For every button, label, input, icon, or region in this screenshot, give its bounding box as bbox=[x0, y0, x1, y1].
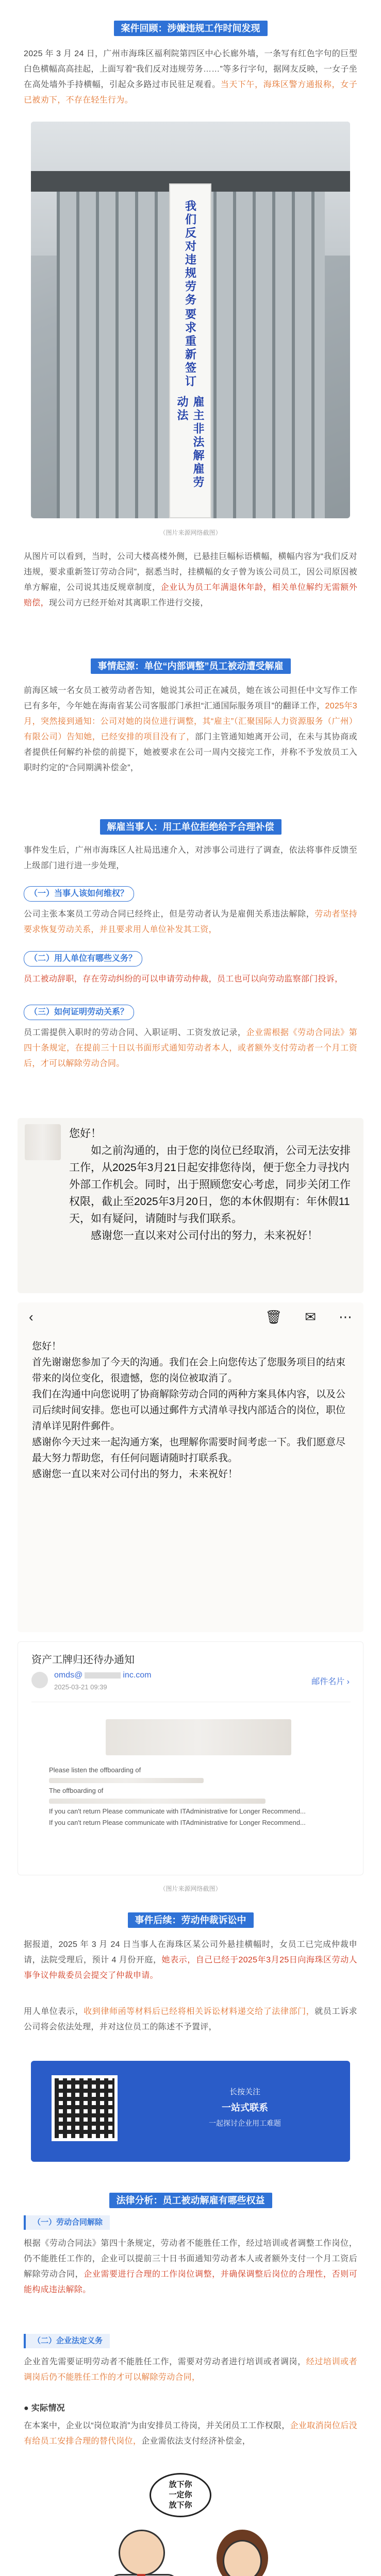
section-aftermath bbox=[0, 1912, 381, 1930]
section-title: 事件后续：劳动仲裁诉讼中 bbox=[128, 1912, 254, 1928]
tag bbox=[0, 2334, 381, 2348]
email-screenshot bbox=[18, 1641, 363, 1875]
chat-message bbox=[32, 1338, 350, 1482]
paragraph: 从图片可以看到，当时，公司大楼高楼外侧，已悬挂巨幅标语横幅，横幅内容为“我们反对违规，要求重新签订劳动合同”，据悉当时，挂横幅的女子曾为该公司员工，因公司原因被单方解雇，公司说其违反规章制度，企业认为员工年满退休年龄，相关单位解约无需额外赔偿，现公司方已经开始对其离职工作进行交接， bbox=[24, 552, 357, 607]
chat-body: 感谢你今天过来一起沟通方案，也理解你需要时间考虑一下。我们愿意尽最大努力帮助您，有任何问题请随时打联系我。 bbox=[32, 1437, 346, 1464]
qr-hint-bottom: 一起探讨企业用工难题 bbox=[209, 2119, 281, 2127]
banner-line: 要求重新签订 bbox=[184, 308, 197, 388]
envelope-icon[interactable]: ✉ bbox=[305, 1309, 316, 1325]
point-label bbox=[0, 2401, 381, 2416]
chat-screenshot-1 bbox=[18, 1118, 363, 1293]
qr-hint-top: 长按关注 bbox=[229, 2088, 260, 2096]
section-dismissal bbox=[0, 819, 381, 837]
paragraph: 前海区域一名女员工被劳动者告知，她说其公司正在减员，她在该公司担任中文写作工作已有多年，今年她在海南省某公司客服部门承担“汇通国际服务项目”的翻译工作，2025年3月，突然接到通知：公司对她的岗位进行调整，其“雇主”（汇聚国际人力资源服务（广州）有限公司）告知她，已经安排的项目没有了，部门主管通知她离开公司，在未与其协商或者提供任何解约补偿的前提下，她被要求在公司一周内交接完工作，并称不予发放员工入职时约定的“合同期满补偿金”， bbox=[24, 686, 357, 772]
section-aftermath-body bbox=[0, 1937, 381, 1984]
paragraph: 事件发生后，广州市海珠区人社局迅速介入，对涉事公司进行了调查，依法将事件反馈至上级部门进行进一步处理， bbox=[24, 846, 357, 870]
photo-caption: （图片来源网络截图） bbox=[159, 529, 222, 536]
subheading bbox=[0, 886, 381, 902]
chat-body: 首先谢谢您参加了今天的沟通。我们在会上向您传达了您服务项目的结束带来的岗位变化，很遗憾，您的岗位被取消了。 bbox=[32, 1357, 346, 1384]
subheading bbox=[0, 951, 381, 967]
section-dismissal-body-3 bbox=[0, 972, 381, 987]
section-aftermath-body-2 bbox=[0, 2004, 381, 2035]
banner-line: 雇主非法解雇劳动法 bbox=[176, 396, 205, 489]
tag bbox=[0, 2215, 381, 2230]
chat-greeting: 您好！ bbox=[32, 1341, 62, 1352]
chat-greeting: 您好！ bbox=[69, 1128, 102, 1140]
speech-bubble: 放下你 一定你 放下你 bbox=[150, 2473, 211, 2517]
qr-hint bbox=[160, 2086, 330, 2130]
paragraph: 在本案中，企业以“岗位取消”为由安排员工待岗，并关闭员工工作权限，企业取消岗位后没有给员工安排合理的替代岗位，企业需依法支付经济补偿金， bbox=[24, 2421, 357, 2446]
section-legal-analysis bbox=[0, 2193, 381, 2211]
paragraph: 员工需提供入职时的劳动合同、入职证明、工资发放记录，企业需根据《劳动合同法》第四十条规定，在提前三十日以书面形式通知劳动者本人，或者额外支付劳动者一个月工资后，才可以解除劳动合同。 bbox=[24, 1028, 357, 1068]
subheading bbox=[0, 1005, 381, 1020]
qr-promo-card bbox=[31, 2061, 350, 2162]
chat-screenshot-2 bbox=[18, 1302, 363, 1632]
tag-label: （一）劳动合同解除 bbox=[24, 2215, 110, 2230]
section-case-review bbox=[0, 21, 381, 39]
paragraph: 2025 年 3 月 24 日，广州市海珠区福利院第四区中心长廊外墙，一条写有红色字句的巨型白色横幅高高挂起，上面写着“我们反对违规劳务……”等多行字句，据网友反映，一女子坐在高处墙外手持横幅，引起众多路过市民驻足观看。当天下午，海珠区警方通报称，女子已被劝下，不存在轻生行为。 bbox=[24, 49, 357, 105]
email-contacts-link[interactable]: 邮件名片 › bbox=[311, 1677, 350, 1686]
banner-line: 我们反对违规劳务 bbox=[184, 200, 197, 307]
tag-label: （二）企业法定义务 bbox=[24, 2334, 110, 2348]
section-origin-body bbox=[0, 683, 381, 776]
section-title: 解雇当事人：用工单位拒绝给予合理补偿 bbox=[100, 819, 281, 835]
photo-caption: （图片来源网络截图） bbox=[159, 1885, 222, 1892]
section-legal-body-3 bbox=[0, 2418, 381, 2449]
protest-banner bbox=[169, 183, 211, 518]
email-date: 2025-03-21 09:39 bbox=[54, 1683, 107, 1691]
email-from: omds@ inc.com bbox=[54, 1671, 152, 1680]
section-legal-body bbox=[0, 2236, 381, 2298]
email-body: Please listen the offboarding of The offboarding of If you can't return Please communicate with ITAdministrative for Longer Recommend... If you can't return Please communicate with ITAdministrative for Longer Recommend... bbox=[49, 1766, 306, 1826]
section-title: 法律分析：员工被动解雇有哪些权益 bbox=[109, 2193, 272, 2208]
paragraph: 用人单位表示，收到律师函等材料后已经将相关诉讼材料递交给了法律部门，就员工诉求公司将会依法处理，并对这位员工的陈述不予置评， bbox=[24, 2007, 357, 2031]
back-arrow-icon[interactable]: ‹ bbox=[29, 1309, 34, 1325]
point-heading: ● 实际情况 bbox=[24, 2404, 65, 2413]
qr-code[interactable] bbox=[52, 2075, 118, 2141]
cartoon-illustration bbox=[77, 2473, 304, 2576]
chat-sign: 感谢您一直以来对公司付出的努力，未来祝好！ bbox=[91, 1230, 318, 1242]
man-figure bbox=[119, 2530, 165, 2576]
section-dismissal-body bbox=[0, 843, 381, 874]
chat-body: 如之前沟通的，由于您的岗位已经取消，公司无法安排工作，从2025年3月21日起安排您待岗，便于您全力寻找内外部工作机会。同时，出于照顾您安心考虑，同步关闭工作权限，截止至2025年3月20日，您的本休假期有：年休假11天，如有疑问，请随时与我们联系。 bbox=[69, 1145, 351, 1225]
paragraph: 据报道，2025 年 3 月 24 日当事人在海珠区某公司外悬挂横幅时，女员工已完成仲裁申请，法院受理后，预计 4 月份开庭，她表示，自己已经于2025年3月25日向海珠区劳动人事争议仲裁委员会提交了仲裁申请。 bbox=[24, 1940, 357, 1980]
paragraph: 企业首先需要证明劳动者不能胜任工作，需要对劳动者进行培训或者调岗，经过培训或者调岗后仍不能胜任工作的才可以解除劳动合同， bbox=[24, 2358, 357, 2382]
section-dismissal-body-2 bbox=[0, 907, 381, 938]
section-legal-body-2 bbox=[0, 2354, 381, 2385]
chat-nav-bar bbox=[18, 1302, 363, 1331]
section-case-review-body bbox=[0, 46, 381, 108]
trash-icon[interactable]: 🗑 bbox=[265, 1309, 283, 1325]
building-photo bbox=[31, 122, 350, 518]
section-origin bbox=[0, 658, 381, 676]
email-subject: 资产工牌归还待办通知 bbox=[31, 1654, 135, 1666]
chat-sign: 感谢您一直以来对公司付出的努力，未来祝好！ bbox=[32, 1469, 238, 1480]
subheading-label: （二）用人单位有哪些义务？ bbox=[24, 951, 142, 967]
subheading-label: （三）如何证明劳动关系？ bbox=[24, 1005, 134, 1020]
chat-message bbox=[69, 1125, 352, 1244]
section-title: 案件回顾：涉嫌违规工作时间发现 bbox=[114, 21, 268, 36]
section-title: 事情起源：单位“内部调整”员工被动遭受解雇 bbox=[91, 658, 291, 674]
section-case-review-more bbox=[0, 549, 381, 611]
qr-hint-label: 一站式联系 bbox=[222, 2103, 268, 2113]
paragraph: 员工被动辞职，存在劳动纠纷的可以申请劳动仲裁，员工也可以向劳动监察部门投诉， bbox=[24, 975, 343, 984]
subheading-label: （一）当事人该如何维权？ bbox=[24, 886, 134, 902]
more-icon[interactable]: ⋯ bbox=[339, 1309, 352, 1325]
paragraph: 公司主张本案员工劳动合同已经终止，但是劳动者认为是雇佣关系违法解除，劳动者坚持要求恢复劳动关系，并且要求用人单位补发其工资， bbox=[24, 910, 357, 934]
chat-body: 我们在沟通中向您说明了协商解除劳动合同的两种方案具体内容，以及公司后续时间安排。您也可以通过郵件方式清单寻找内部适合的岗位，职位清单详见附件郵件。 bbox=[32, 1389, 346, 1432]
section-dismissal-body-4 bbox=[0, 1025, 381, 1072]
paragraph: 根据《劳动合同法》第四十条规定，劳动者不能胜任工作，经过培训或者调整工作岗位，仍不能胜任工作的，企业可以提前三十日书面通知劳动者本人或者额外支付一个月工资后解除劳动合同，企业需要进行合理的工作岗位调整，并确保调整后岗位的合理性，否则可能构成违法解除。 bbox=[24, 2239, 357, 2294]
